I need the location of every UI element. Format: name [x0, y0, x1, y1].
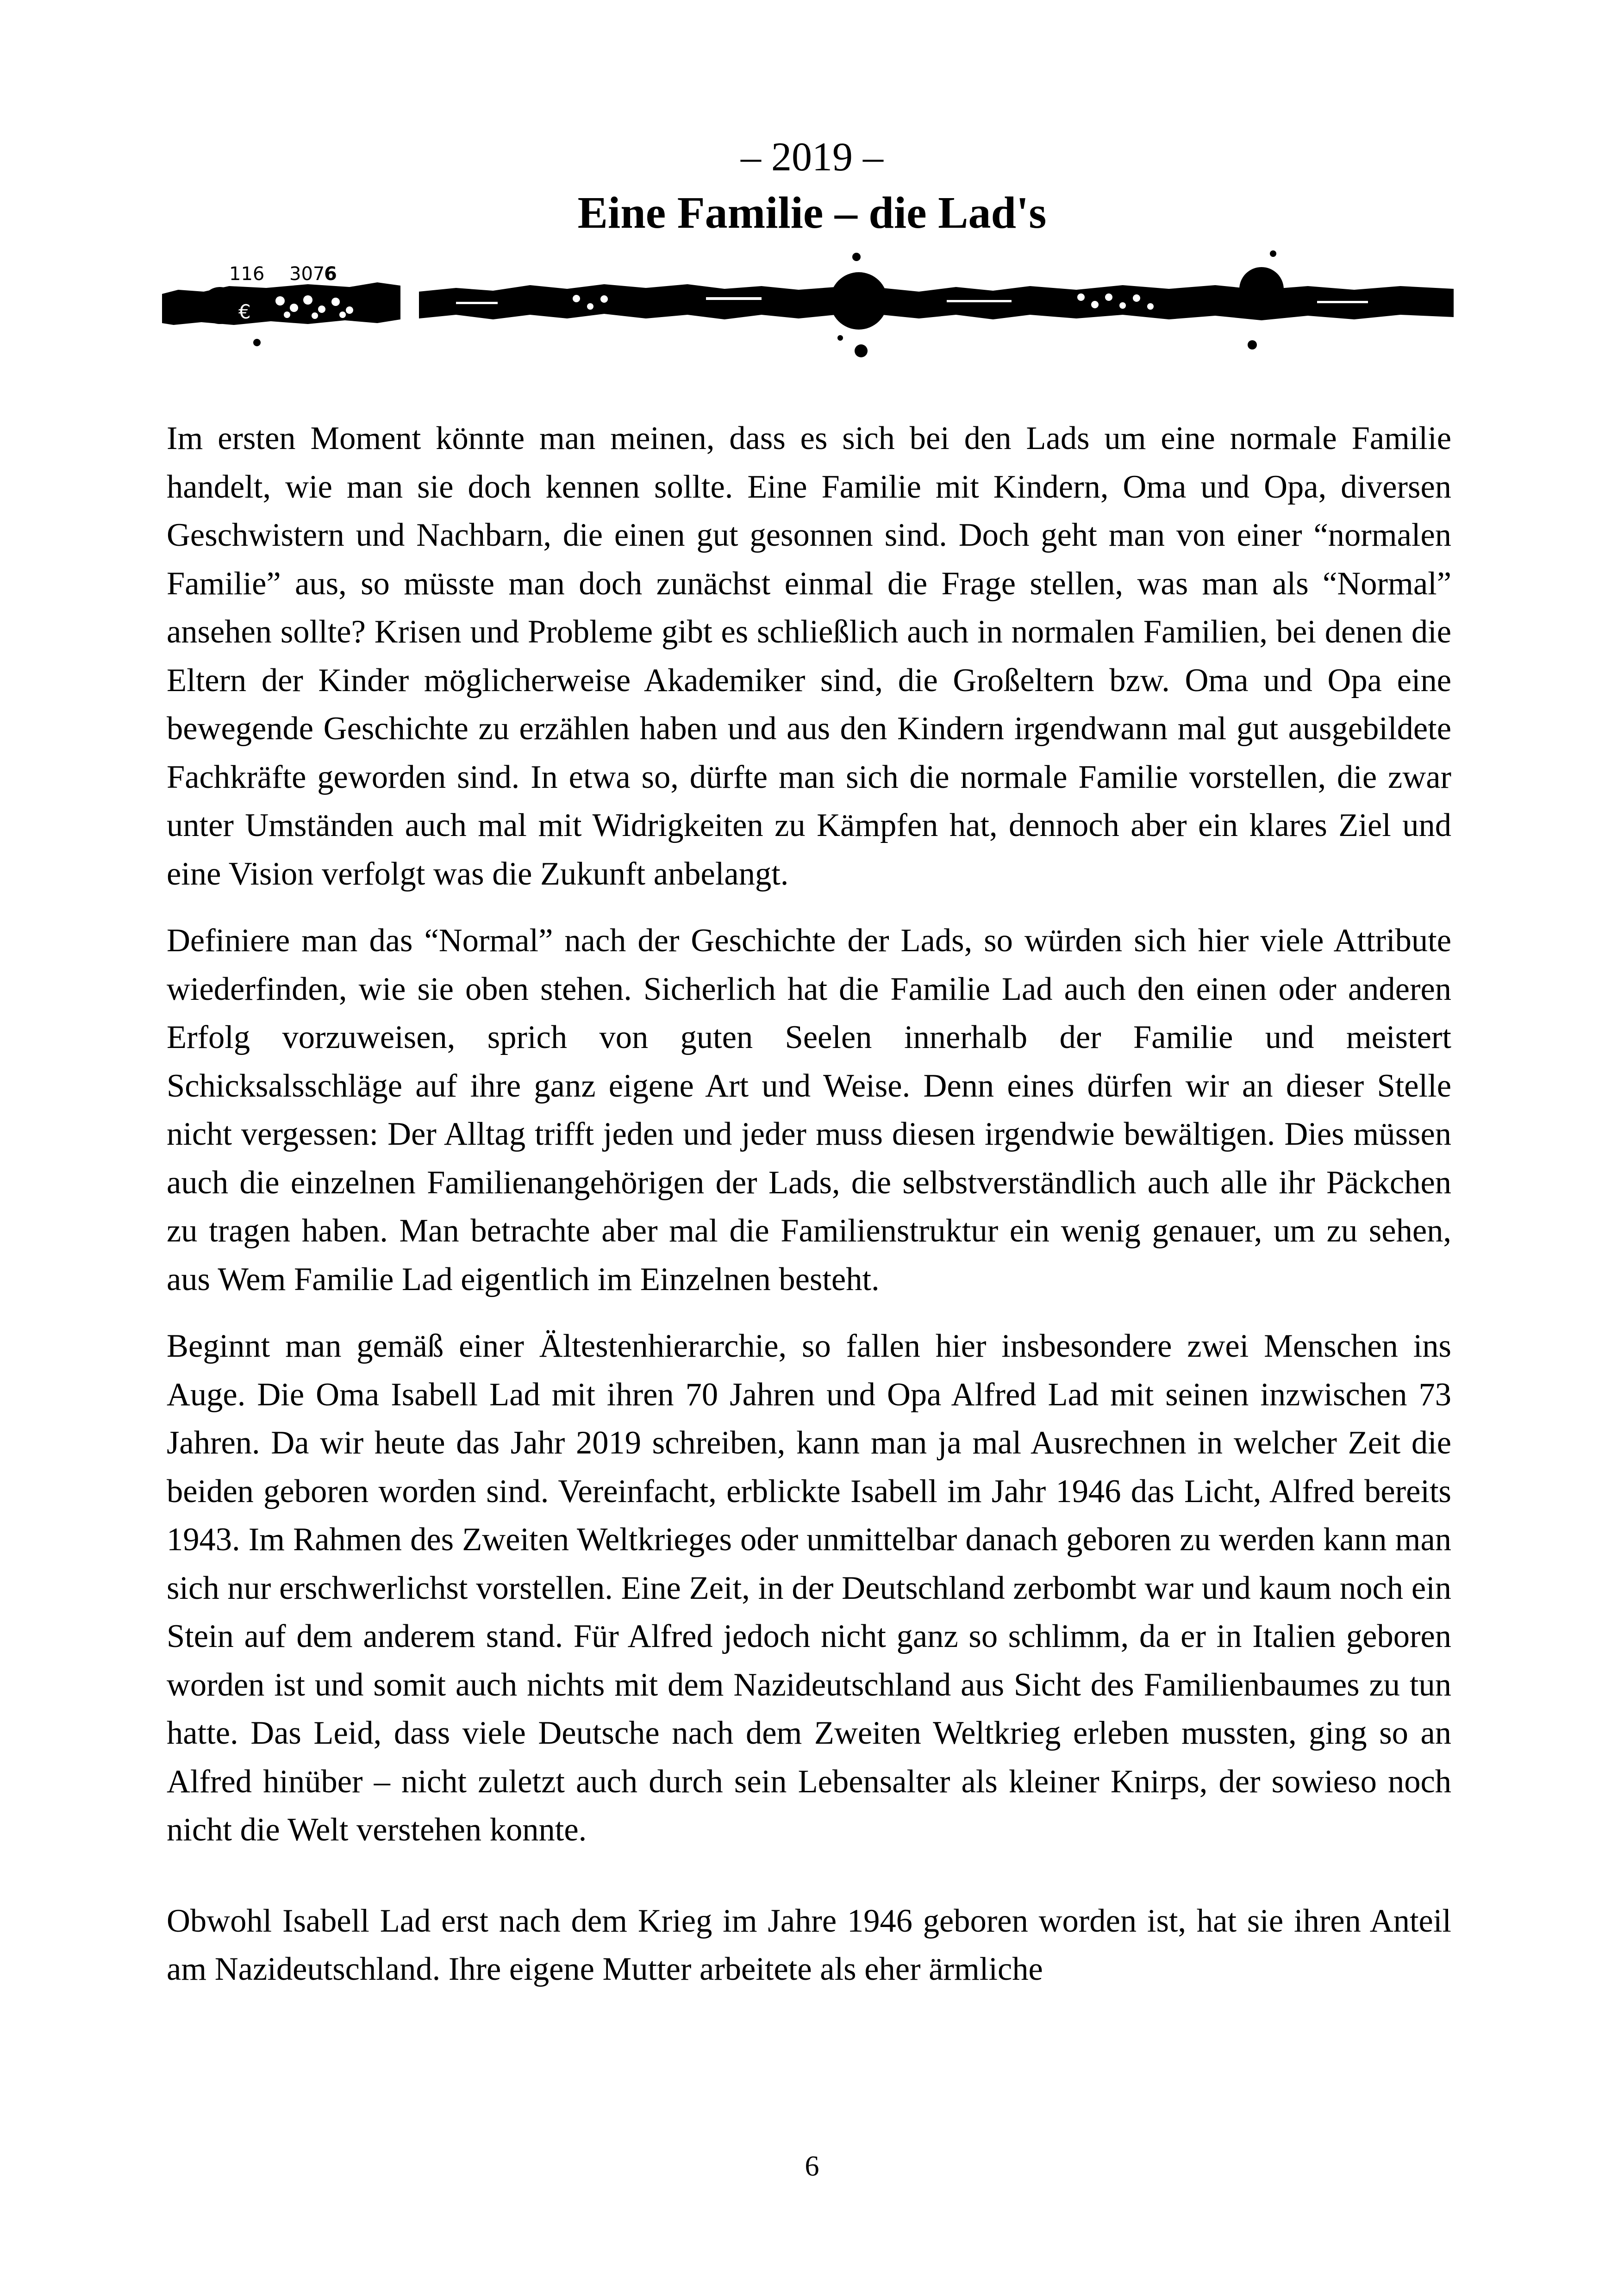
paragraph-4: Obwohl Isabell Lad erst nach dem Krieg im Jahre 1946 geboren worden ist, hat sie ihren Anteil am Nazideutschland. Ihre eigene Mutter arbeitete als eher ärmliche	[167, 1902, 1451, 1987]
body-text	[167, 414, 1451, 2012]
splatter-dot-small	[837, 335, 843, 341]
splatter-left	[201, 287, 238, 324]
paragraph-2: Definiere man das “Normal” nach der Geschichte der Lads, so würden sich hier viele Attribute wiederfinden, wie sie oben stehen. Sicherlich hat die Familie Lad auch den einen oder anderen Erfolg vorzuweisen, sprich von guten Seelen innerhalb der Familie und meistert Schicksalsschläge auf ihre ganz eigene Art und Weise. Denn eines dürfen wir an dieser Stelle nicht vergessen: Der Alltag trifft jeden und jeder muss diesen irgendwie bewältigen. Dies müssen auch die einzelnen Familienangehörigen der Lads, die selbstverständlich auch alle ihr Päckchen zu tragen haben. Man betrachte aber mal die Familienstruktur ein wenig genauer, um zu sehen, aus Wem Familie Lad eigentlich im Einzelnen besteht.	[167, 923, 1451, 1297]
splatter-dot-bottom	[855, 344, 868, 357]
chapter-year: – 2019 –	[741, 135, 883, 180]
chapter-title: Eine Familie – die Lad's	[577, 188, 1047, 238]
banner-text-307: 307	[289, 263, 325, 285]
splatter-left-drop	[253, 339, 261, 346]
splatter-right-top	[1270, 250, 1276, 257]
splatter-right-drop	[1248, 340, 1257, 349]
page-number: 6	[805, 2151, 819, 2182]
splatter-right	[1239, 267, 1284, 312]
banner-text-6: 6	[324, 263, 337, 285]
banner-euro-sign: €	[238, 300, 251, 323]
splatter-center	[830, 272, 887, 330]
paragraph-3: Beginnt man gemäß einer Ältestenhierarchie, so fallen hier insbesondere zwei Menschen ins Auge. Die Oma Isabell Lad mit ihren 70 Jahren und Opa Alfred Lad mit seinen inzwischen 73 Jahren. Da wir heute das Jahr 2019 schreiben, kann man ja mal Ausrechnen in welcher Zeit die beiden geboren worden sind. Vereinfacht, erblickte Isabell im Jahr 1946 das Licht, Alfred bereits 1943. Im Rahmen des Zweiten Weltkrieges oder unmittelbar danach geboren zu werden kann man sich nur erschwerlichst vorstellen. Eine Zeit, in der Deutschland zerbombt war und kaum noch ein Stein auf dem anderem stand. Für Alfred jedoch nicht ganz so schlimm, da er in Italien geboren worden ist und somit auch nichts mit dem Nazideutschland aus Sicht des Familienbaumes zu tun hatte. Das Leid, dass viele Deutsche nach dem Zweiten Weltkrieg erleben mussten, ging so an Alfred hinüber – nicht zuletzt auch durch sein Lebensalter als kleiner Knirps, der sowieso noch nicht die Welt verstehen konnte.	[167, 1328, 1451, 1848]
paragraph-1: Im ersten Moment könnte man meinen, dass es sich bei den Lads um eine normale Familie handelt, wie man sie doch kennen sollte. Eine Familie mit Kindern, Oma und Opa, diversen Geschwistern und Nachbarn, die einen gut gesonnen sind. Doch geht man von einer “normalen Familie” aus, so müsste man doch zunächst einmal die Frage stellen, was man als “Normal” ansehen sollte? Krisen und Probleme gibt es schließlich auch in normalen Familien, bei denen die Eltern der Kinder möglicherweise Akademiker sind, die Großeltern bzw. Oma und Opa eine bewegende Geschichte zu erzählen haben und aus den Kindern irgendwann mal gut ausgebildete Fachkräfte geworden sind. In etwa so, dürfte man sich die normale Familie vorstellen, die zwar unter Umständen auch mal mit Widrigkeiten zu Kämpfen hat, dennoch aber ein klares Ziel und eine Vision verfolgt was die Zukunft anbelangt.	[167, 420, 1451, 892]
banner-text-116: 116	[229, 263, 265, 285]
splatter-dot-top	[852, 253, 861, 261]
grunge-banner-ornament	[160, 245, 1456, 370]
